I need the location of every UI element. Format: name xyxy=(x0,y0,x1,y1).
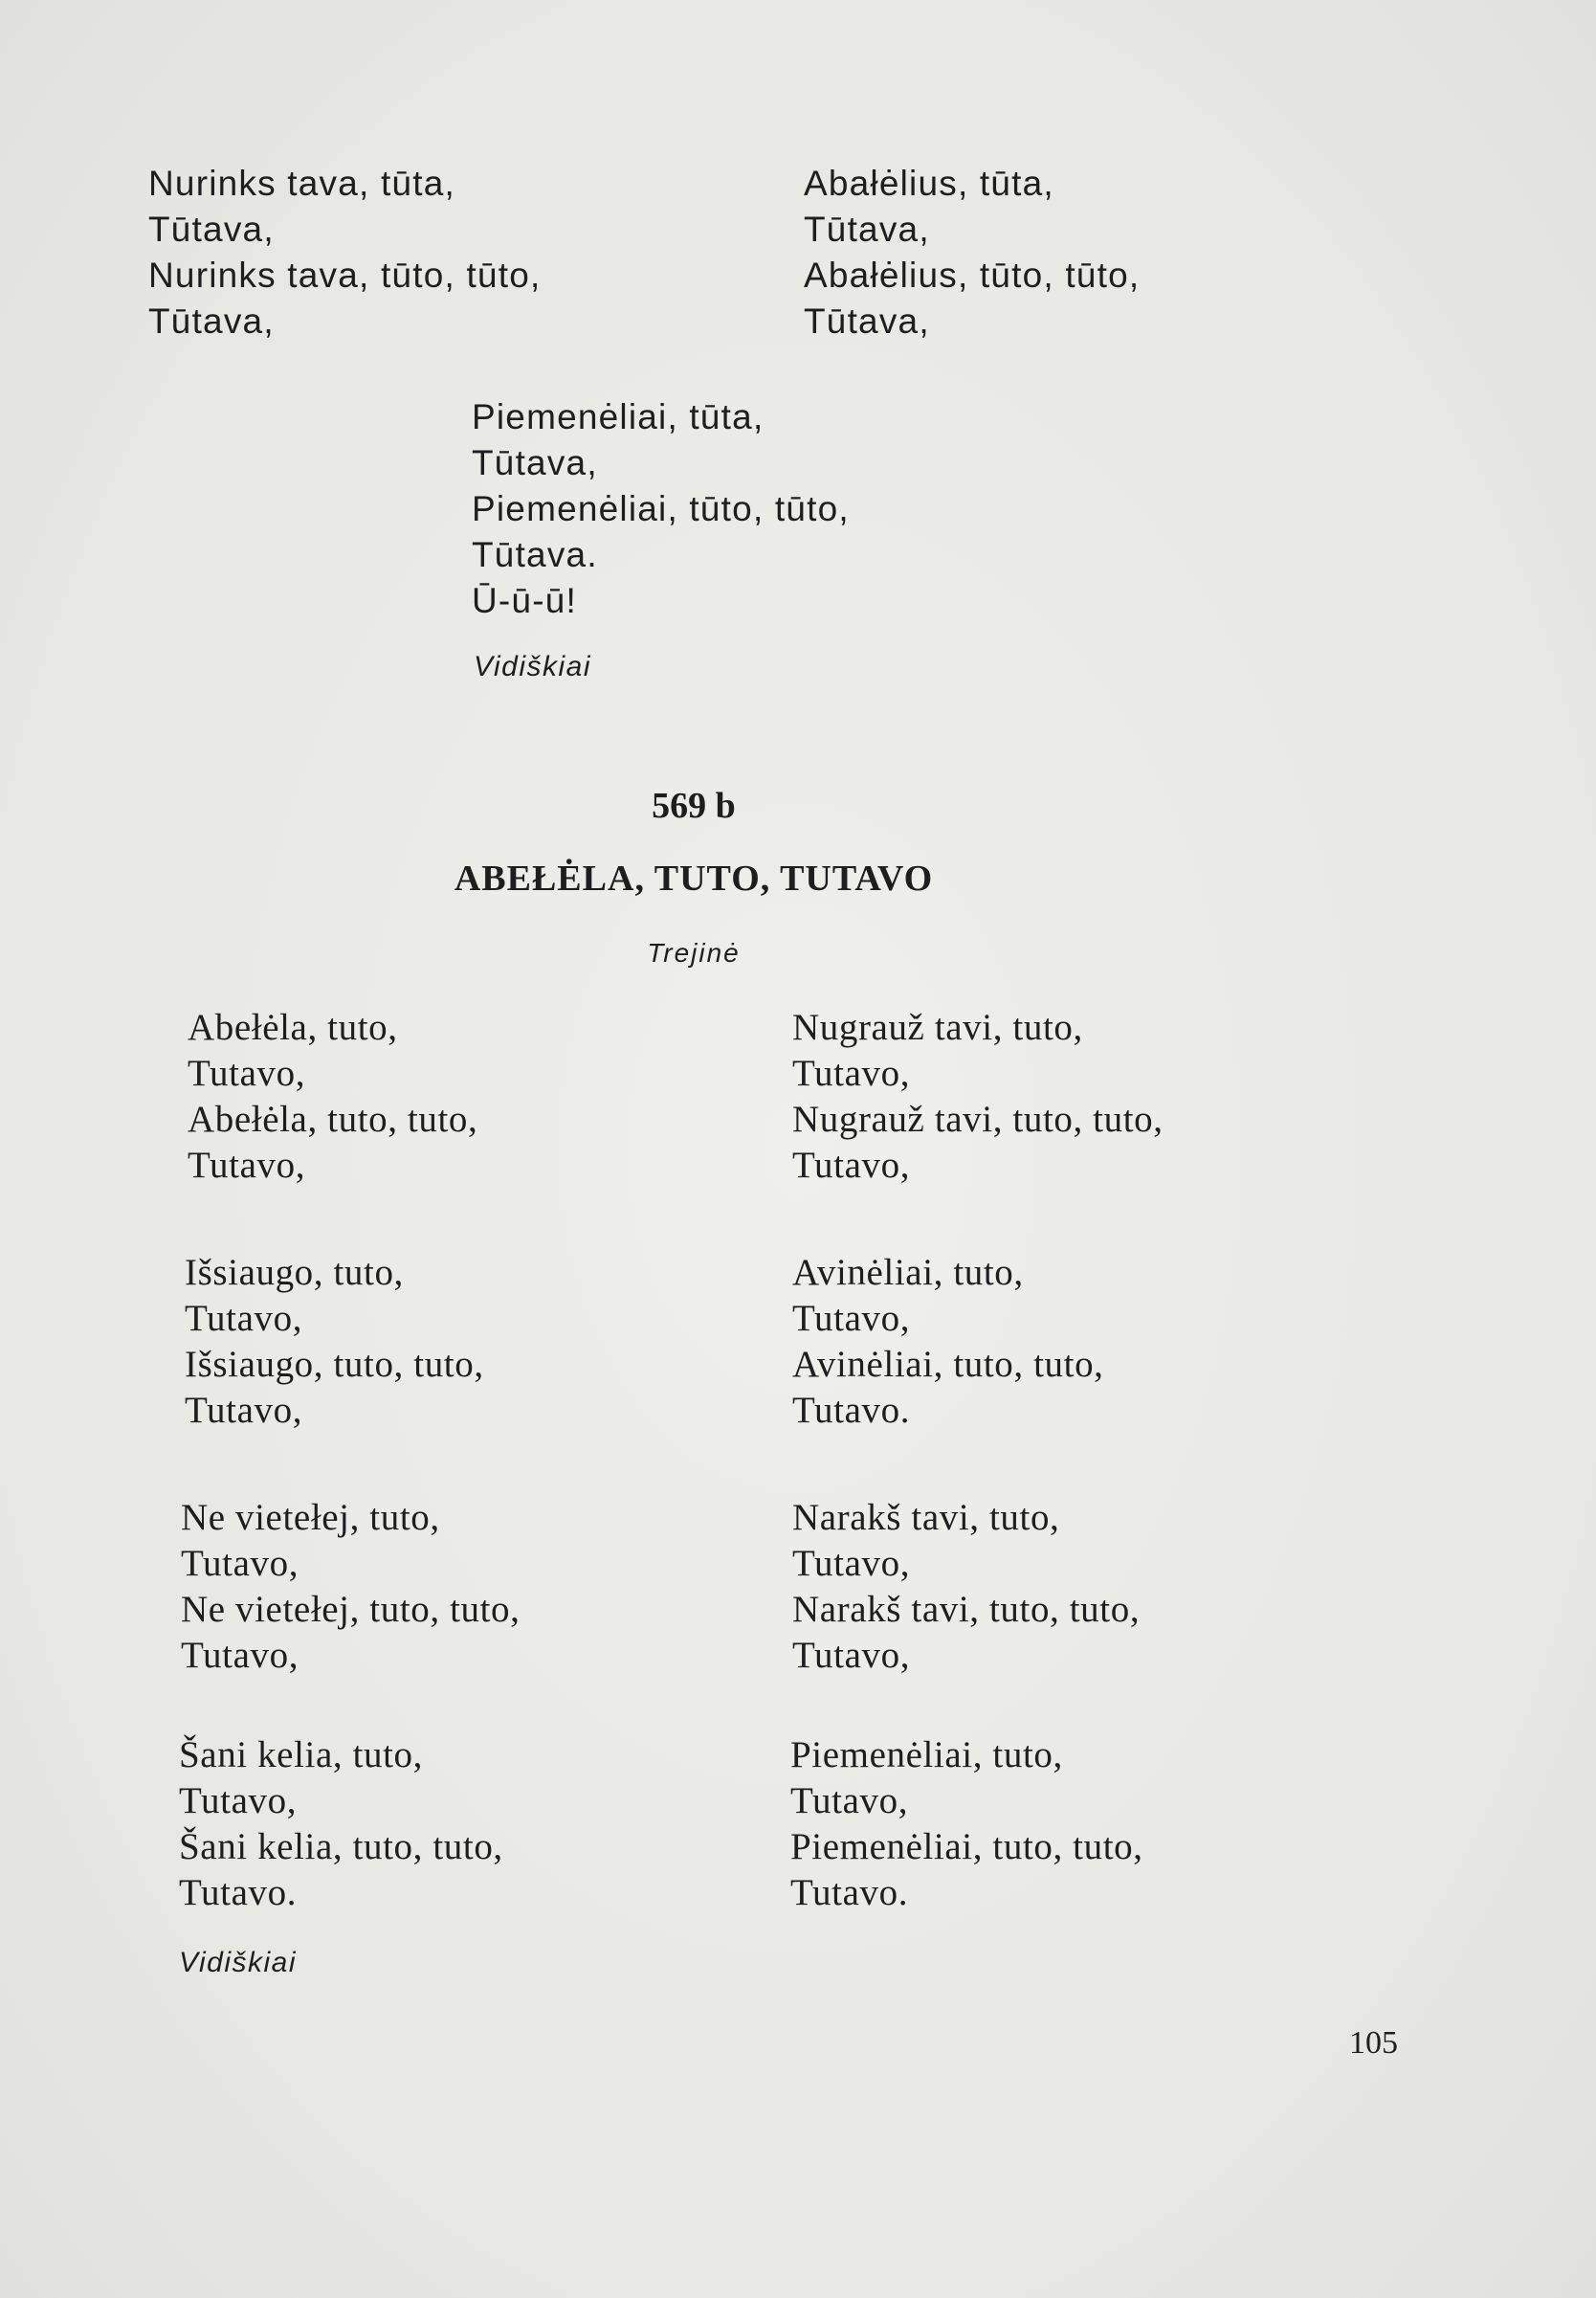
verse-line: Nugrauž tavi, tuto, xyxy=(792,1007,1083,1048)
verse-line: Narakš tavi, tuto, tuto, xyxy=(792,1589,1141,1630)
verse-line: Nurinks tava, tūta, xyxy=(148,164,455,203)
verse-line: Ū-ū-ū! xyxy=(472,581,577,620)
verse-line: Tutavo, xyxy=(792,1053,911,1094)
verse-line: Tutavo. xyxy=(792,1390,911,1431)
stanza-5 xyxy=(181,1495,521,1679)
verse-line: Narakš tavi, tuto, xyxy=(792,1497,1060,1538)
stanza-4 xyxy=(792,1250,1104,1434)
verse-line: Abełėla, tuto, tuto, xyxy=(188,1099,478,1140)
verse-line: Piemenėliai, tūta, xyxy=(472,397,765,436)
song-place: Vidiškiai xyxy=(179,1947,297,1978)
verse-line: Tūtava, xyxy=(472,443,598,482)
verse-line: Išsiaugo, tuto, tuto, xyxy=(185,1344,484,1385)
stanza-1 xyxy=(188,1005,477,1189)
verse-line: Abałėlius, tūto, tūto, xyxy=(804,256,1141,295)
page-number: 105 xyxy=(1349,2025,1398,2061)
song-type: Trejinė xyxy=(647,938,741,968)
verse-line: Abałėlius, tūta, xyxy=(804,164,1054,203)
verse-line: Tutavo, xyxy=(188,1053,306,1094)
verse-line: Avinėliai, tuto, tuto, xyxy=(792,1344,1104,1385)
verse-line: Tūtava, xyxy=(148,210,275,249)
verse-line: Tutavo, xyxy=(792,1145,911,1186)
song-number: 569 b xyxy=(652,786,736,826)
verse-line: Tūtava, xyxy=(804,301,930,341)
verse-line: Tūtava. xyxy=(472,535,598,574)
verse-line: Tutavo, xyxy=(792,1635,911,1676)
verse-line: Tutavo, xyxy=(792,1298,911,1339)
verse-line: Tutavo, xyxy=(181,1543,299,1584)
song-title: ABEŁĖLA, TUTO, TUTAVO xyxy=(454,859,934,899)
verse-line: Piemenėliai, tuto, xyxy=(790,1734,1063,1775)
verse-line: Tutavo, xyxy=(185,1298,303,1339)
verse-line: Piemenėliai, tuto, tuto, xyxy=(790,1826,1143,1867)
stanza-3 xyxy=(185,1250,484,1434)
verse-line: Tutavo, xyxy=(792,1543,911,1584)
top-center-stanza xyxy=(472,394,850,624)
verse-line: Šani kelia, tuto, tuto, xyxy=(179,1826,503,1867)
verse-line: Šani kelia, tuto, xyxy=(179,1734,423,1775)
verse-line: Tutavo. xyxy=(179,1872,298,1913)
verse-line: Avinėliai, tuto, xyxy=(792,1252,1024,1293)
top-song-place: Vidiškiai xyxy=(474,651,591,682)
verse-line: Tūtava, xyxy=(804,210,930,249)
verse-line: Tutavo, xyxy=(179,1780,298,1821)
verse-line: Išsiaugo, tuto, xyxy=(185,1252,404,1293)
verse-line: Piemenėliai, tūto, tūto, xyxy=(472,489,850,528)
top-left-stanza xyxy=(148,161,541,345)
verse-line: Tutavo, xyxy=(790,1780,909,1821)
stanza-2 xyxy=(792,1005,1164,1189)
verse-line: Nugrauž tavi, tuto, tuto, xyxy=(792,1099,1164,1140)
verse-line: Tutavo, xyxy=(185,1390,303,1431)
stanza-6 xyxy=(792,1495,1140,1679)
verse-line: Ne vietełej, tuto, xyxy=(181,1497,440,1538)
top-right-stanza xyxy=(804,161,1140,345)
verse-line: Tutavo. xyxy=(790,1872,909,1913)
verse-line: Nurinks tava, tūto, tūto, xyxy=(148,256,542,295)
verse-line: Tutavo, xyxy=(188,1145,306,1186)
verse-line: Tūtava, xyxy=(148,301,275,341)
verse-line: Tutavo, xyxy=(181,1635,299,1676)
stanza-8 xyxy=(790,1732,1143,1916)
stanza-7 xyxy=(179,1732,503,1916)
verse-line: Ne vietełej, tuto, tuto, xyxy=(181,1589,521,1630)
verse-line: Abełėla, tuto, xyxy=(188,1007,398,1048)
